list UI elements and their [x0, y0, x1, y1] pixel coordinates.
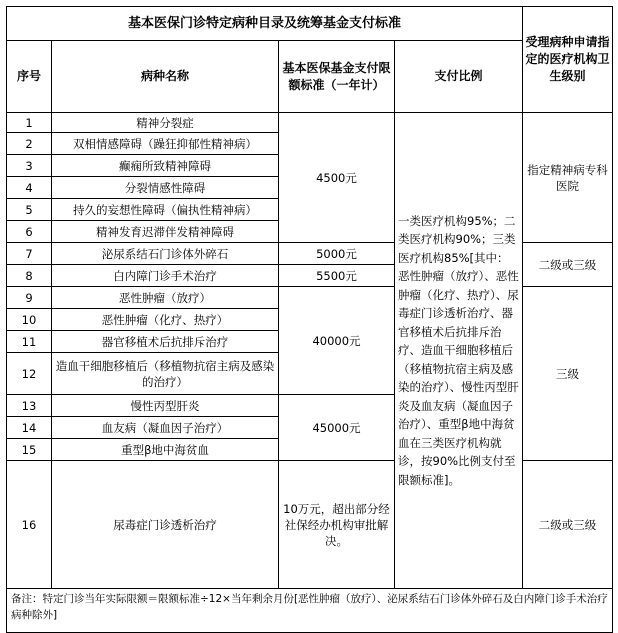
row-number: 10	[7, 309, 52, 331]
disease-name: 重型β地中海贫血	[52, 439, 279, 461]
row-number: 2	[7, 133, 52, 155]
row-number: 6	[7, 221, 52, 243]
table-title: 基本医保门诊特定病种目录及统筹基金支付标准	[7, 7, 523, 41]
row-number: 8	[7, 265, 52, 287]
row-number: 1	[7, 113, 52, 133]
table-row	[7, 113, 613, 133]
footnote: 备注：特定门诊当年实际限额＝限额标准÷12×当年剩余月份[恶性肿瘤（放疗）、泌尿系结石门诊体外碎石及白内障门诊手术治疗病种除外]	[7, 589, 613, 633]
header-ratio: 支付比例	[395, 41, 523, 113]
header-disease-name: 病种名称	[52, 41, 279, 113]
disease-name: 恶性肿瘤（放疗）	[52, 287, 279, 309]
table-row	[7, 287, 613, 309]
header-institution-level: 受理病种申请指定的医疗机构卫生级别	[523, 7, 613, 113]
row-number: 11	[7, 331, 52, 353]
ratio-text: 一类医疗机构95%；二类医疗机构90%；三类医疗机构85%[其中：恶性肿瘤（放疗）、恶性肿瘤（化疗、热疗）、尿毒症门诊透析治疗、器官移植术后抗排斥治疗、造血干细胞移植后（移植物抗宿主病及感染的治疗）、慢性丙型肝炎及血友病（凝血因子治疗）、重型β地中海贫血在三类医疗机构就诊，按90%比例支付至限额标准]。	[395, 113, 523, 589]
level-tumor-hep: 三级	[523, 287, 613, 461]
limit-stone: 5000元	[279, 243, 395, 265]
disease-name: 分裂情感性障碍	[52, 177, 279, 199]
row-number: 7	[7, 243, 52, 265]
disease-name: 癫痫所致精神障碍	[52, 155, 279, 177]
disease-name: 慢性丙型肝炎	[52, 395, 279, 417]
level-psych: 指定精神病专科医院	[523, 113, 613, 243]
row-number: 13	[7, 395, 52, 417]
row-number: 14	[7, 417, 52, 439]
disease-name: 持久的妄想性障碍（偏执性精神病）	[52, 199, 279, 221]
disease-payment-table	[6, 6, 613, 633]
row-number: 16	[7, 461, 52, 589]
row-number: 15	[7, 439, 52, 461]
level-dialysis: 二级或三级	[523, 461, 613, 589]
row-number: 4	[7, 177, 52, 199]
disease-name: 精神发育迟滞伴发精神障碍	[52, 221, 279, 243]
limit-tumor: 40000元	[279, 287, 395, 395]
limit-cataract: 5500元	[279, 265, 395, 287]
header-limit: 基本医保基金支付限额标准（一年计）	[279, 41, 395, 113]
row-number: 12	[7, 353, 52, 395]
limit-hep: 45000元	[279, 395, 395, 461]
limit-psych: 4500元	[279, 113, 395, 243]
disease-name: 精神分裂症	[52, 113, 279, 133]
row-number: 9	[7, 287, 52, 309]
disease-name: 尿毒症门诊透析治疗	[52, 461, 279, 589]
disease-name: 双相情感障碍（躁狂抑郁性精神病）	[52, 133, 279, 155]
level-stone-cataract: 二级或三级	[523, 243, 613, 287]
row-number: 3	[7, 155, 52, 177]
table-row	[7, 243, 613, 265]
disease-name: 器官移植术后抗排斥治疗	[52, 331, 279, 353]
disease-name: 泌尿系结石门诊体外碎石	[52, 243, 279, 265]
limit-dialysis: 10万元，超出部分经社保经办机构审批解决。	[279, 461, 395, 589]
table-row	[7, 461, 613, 505]
disease-name: 血友病（凝血因子治疗）	[52, 417, 279, 439]
disease-name: 恶性肿瘤（化疗、热疗）	[52, 309, 279, 331]
row-number: 5	[7, 199, 52, 221]
disease-name: 造血干细胞移植后（移植物抗宿主病及感染的治疗）	[52, 353, 279, 395]
header-seq: 序号	[7, 41, 52, 113]
disease-name: 白内障门诊手术治疗	[52, 265, 279, 287]
